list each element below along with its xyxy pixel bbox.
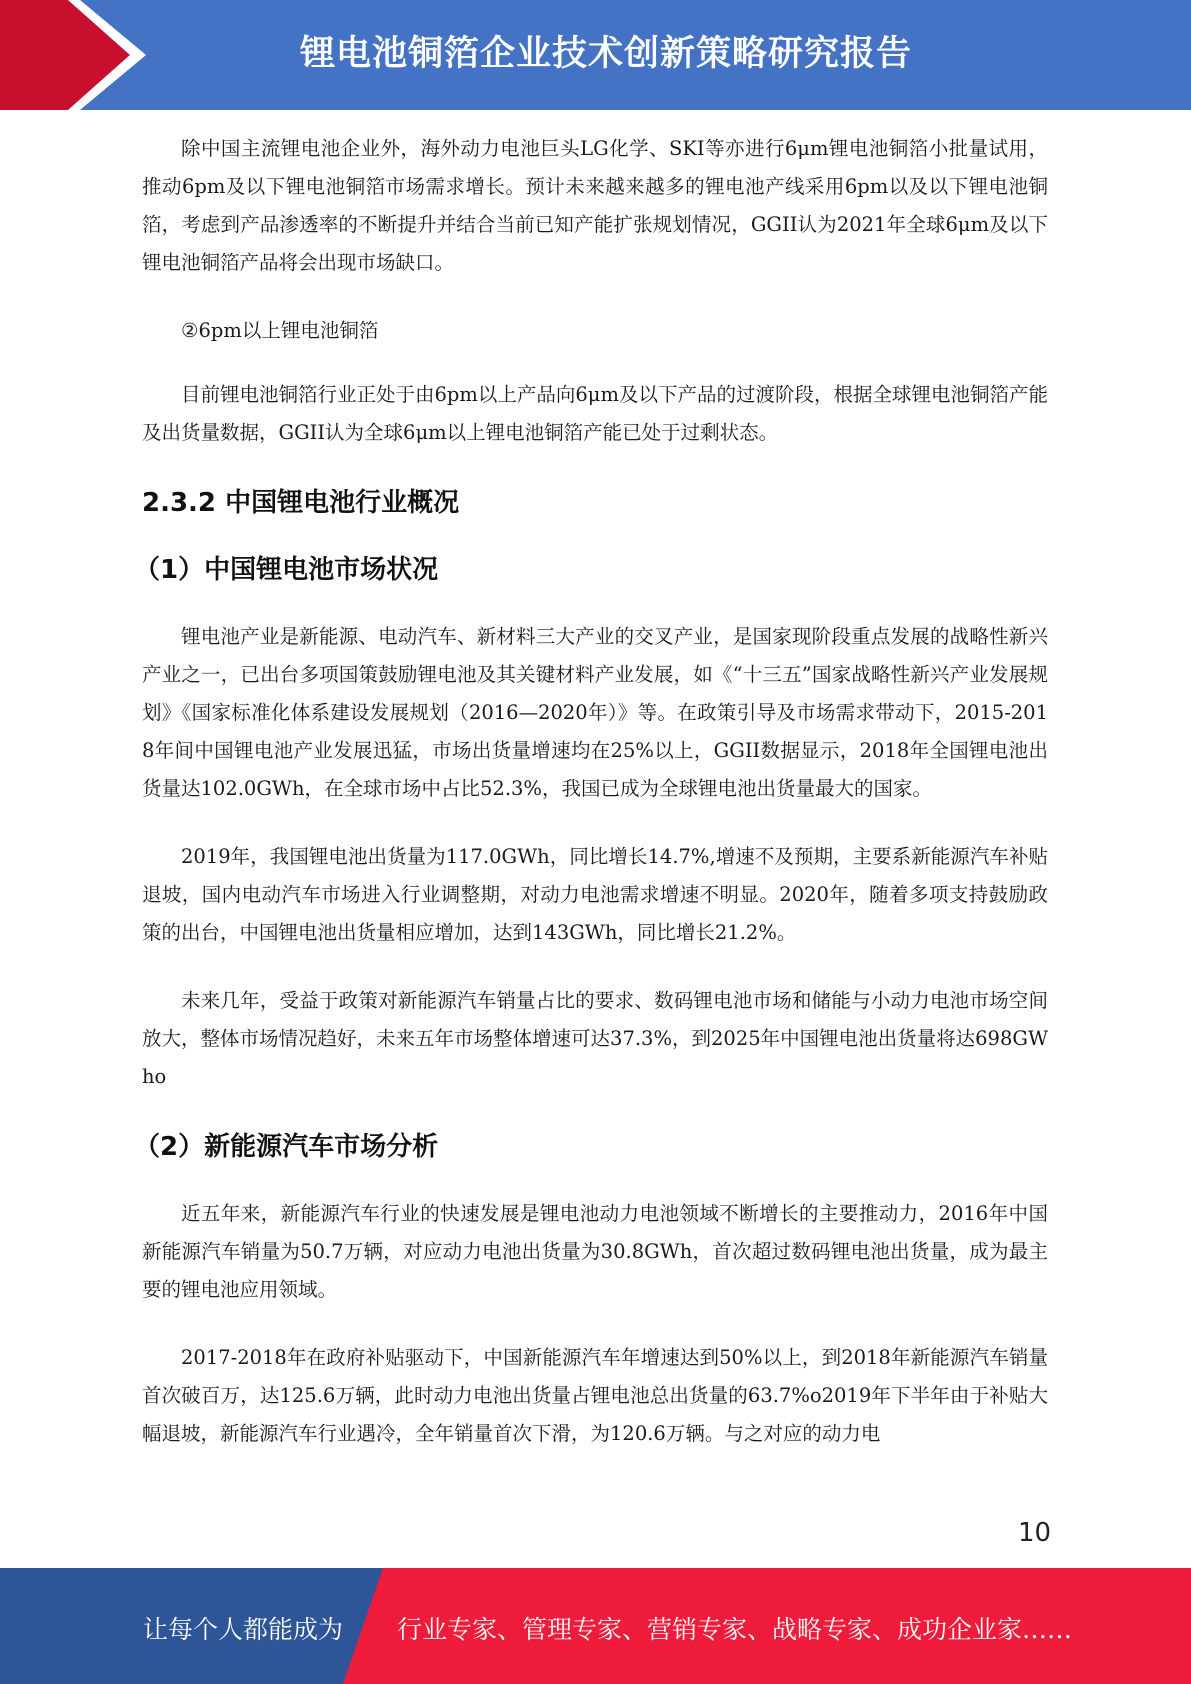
page-header [0,0,1191,110]
subsection-heading-market-status: （1）中国锂电池市场状况 [134,555,439,585]
page-number: 10 [1018,1518,1052,1548]
paragraph-overseas-demand: 除中国主流锂电池企业外，海外动力电池巨头LG化学、SKI等亦进行6μm锂电池铜箔小批量试用，推动6pm及以下锂电池铜箔市场需求增长。预计未来越来越多的锂电池产线采用6pm以及以下锂电池铜箔，考虑到产品渗透率的不断提升并结合当前已知产能扩张规划情况，GGII认为2021年全球6μm及以下锂电池铜箔产品将会出现市场缺口。 [142,137,1048,274]
page-footer [0,1568,1191,1684]
subheading-above-6um: ②6pm以上锂电池铜箔 [181,319,379,342]
report-title: 锂电池铜箔企业技术创新策略研究报告 [300,34,913,74]
paragraph-ev-subsidy: 2017-2018年在政府补贴驱动下，中国新能源汽车年增速达到50%以上，到2018年新能源汽车销量首次破百万，达125.6万辆，此时动力电池出货量占锂电池总出货量的63.7%o2019年下半年由于补贴大幅退坡，新能源汽车行业遇冷，全年销量首次下滑，为120.6万辆。与之对应的动力电 [142,1346,1048,1445]
paragraph-above-6um: 目前锂电池铜箔行业正处于由6pm以上产品向6μm及以下产品的过渡阶段，根据全球锂电池铜箔产能及出货量数据，GGII认为全球6μm以上锂电池铜箔产能已处于过剩状态。 [142,383,1048,444]
footer-slogan-right: 行业专家、管理专家、营销专家、战略专家、成功企业家…… [397,1615,1073,1644]
paragraph-ev-growth: 近五年来，新能源汽车行业的快速发展是锂电池动力电池领域不断增长的主要推动力，2016年中国新能源汽车销量为50.7万辆，对应动力电池出货量为30.8GWh，首次超过数码锂电池出货量，成为最主要的锂电池应用领域。 [142,1202,1048,1301]
subsection-heading-ev-market: （2）新能源汽车市场分析 [134,1132,439,1162]
paragraph-market-forecast: 未来几年，受益于政策对新能源汽车销量占比的要求、数码锂电池市场和储能与小动力电池市场空间放大，整体市场情况趋好，未来五年市场整体增速可达37.3%，到2025年中国锂电池出货量将达698GWho [142,989,1048,1088]
section-heading-china-lithium: 2.3.2 中国锂电池行业概况 [142,488,460,518]
paragraph-market-overview: 锂电池产业是新能源、电动汽车、新材料三大产业的交叉产业，是国家现阶段重点发展的战略性新兴产业之一，已出台多项国策鼓励锂电池及其关键材料产业发展，如《“十三五”国家战略性新兴产业发展规划》《国家标准化体系建设发展规划（2016—2020年）》等。在政策引导及市场需求带动下，2015-2018年间中国锂电池产业发展迅猛，市场出货量增速均在25%以上，GGII数据显示，2018年全国锂电池出货量达102.0GWh，在全球市场中占比52.3%，我国已成为全球锂电池出货量最大的国家。 [142,625,1048,800]
page-content [134,130,1048,1483]
paragraph-market-2019-2020: 2019年，我国锂电池出货量为117.0GWh，同比增长14.7%,增速不及预期，主要系新能源汽车补贴退坡，国内电动汽车市场进入行业调整期，对动力电池需求增速不明显。2020年，随着多项支持鼓励政策的出台，中国锂电池出货量相应增加，达到143GWh，同比增长21.2%。 [142,845,1048,944]
footer-slogan-left: 让每个人都能成为 [143,1615,344,1644]
